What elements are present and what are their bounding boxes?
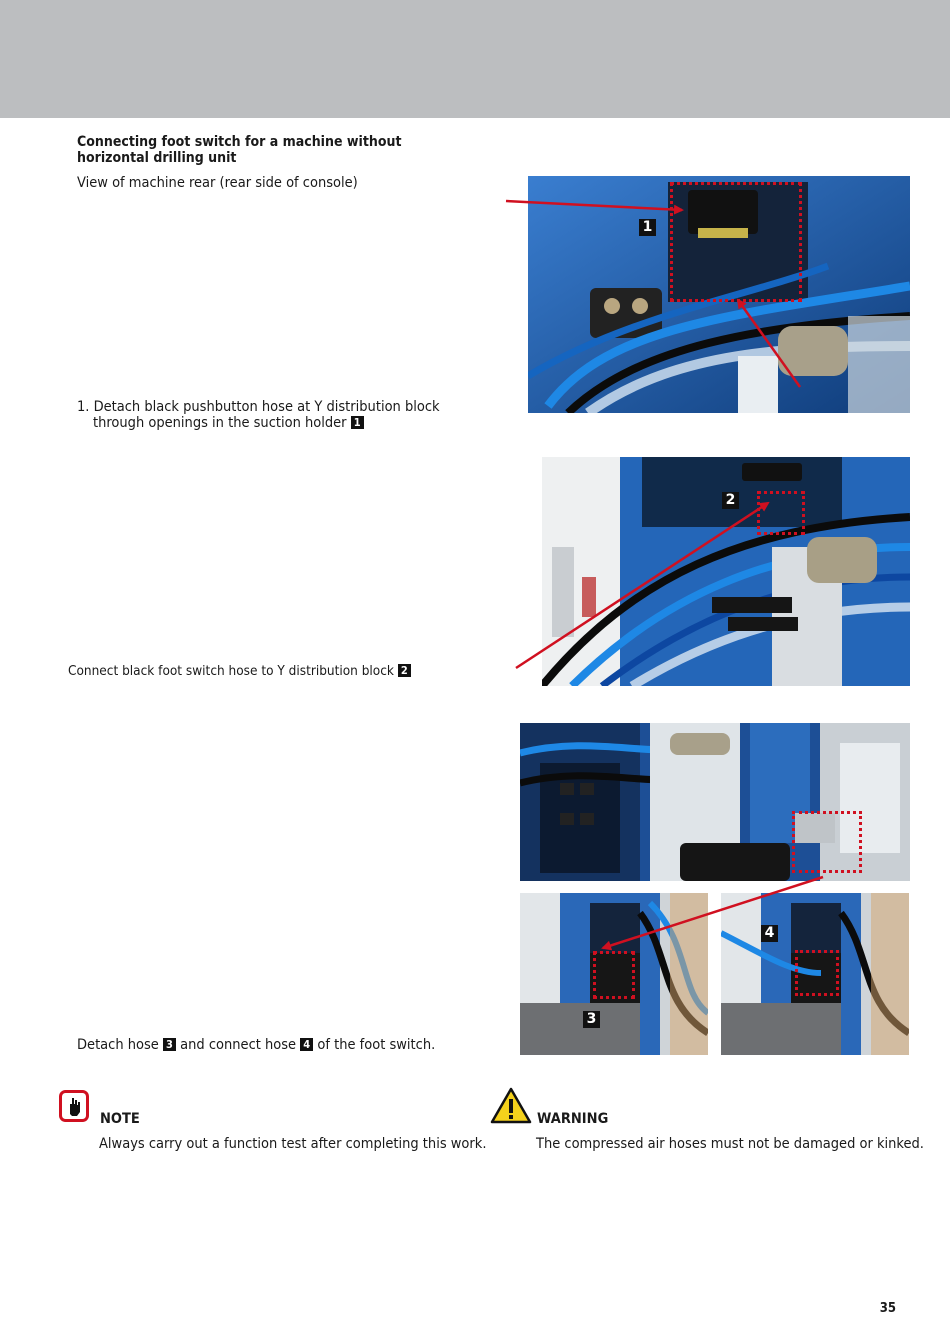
view-caption: View of machine rear (rear side of console): [77, 175, 358, 191]
step3-text-a: Detach hose: [77, 1037, 159, 1053]
arrow-to-hose-3: [603, 877, 823, 948]
step1-marker: 1: [351, 416, 364, 429]
step3-text-c: of the foot switch.: [317, 1037, 436, 1053]
warning-icon-art: [490, 1087, 532, 1125]
step2-marker: 2: [398, 664, 411, 677]
step3-marker-a: 3: [163, 1038, 176, 1051]
hand-icon: [59, 1090, 89, 1126]
note-icon-art: [59, 1090, 89, 1122]
section-heading: Connecting foot switch for a machine without horizontal drilling unit: [77, 134, 402, 166]
warning-title: WARNING: [537, 1111, 609, 1127]
arrow-to-y-block: [516, 503, 768, 668]
step1-line2: through openings in the suction holder: [93, 415, 347, 431]
step2-text: Connect black foot switch hose to Y distribution block: [68, 663, 394, 679]
photo2-marker: 2: [722, 492, 739, 509]
step3-text-b: and connect hose: [180, 1037, 297, 1053]
photo1-marker: 1: [639, 219, 656, 236]
photo4-marker: 4: [761, 925, 778, 942]
photo3-marker: 3: [583, 1011, 600, 1028]
page-number: 35: [879, 1301, 896, 1316]
step3-marker-b: 4: [300, 1038, 313, 1051]
arrow-to-suction-holder: [506, 201, 682, 210]
note-text: Always carry out a function test after completing this work.: [99, 1136, 487, 1152]
note-title: NOTE: [100, 1111, 140, 1127]
warning-triangle-icon: [490, 1087, 532, 1129]
arrow-to-holder-opening: [738, 300, 800, 387]
warning-text: The compressed air hoses must not be damaged or kinked.: [536, 1136, 924, 1152]
step1-line1: 1. Detach black pushbutton hose at Y distribution block: [77, 399, 440, 415]
